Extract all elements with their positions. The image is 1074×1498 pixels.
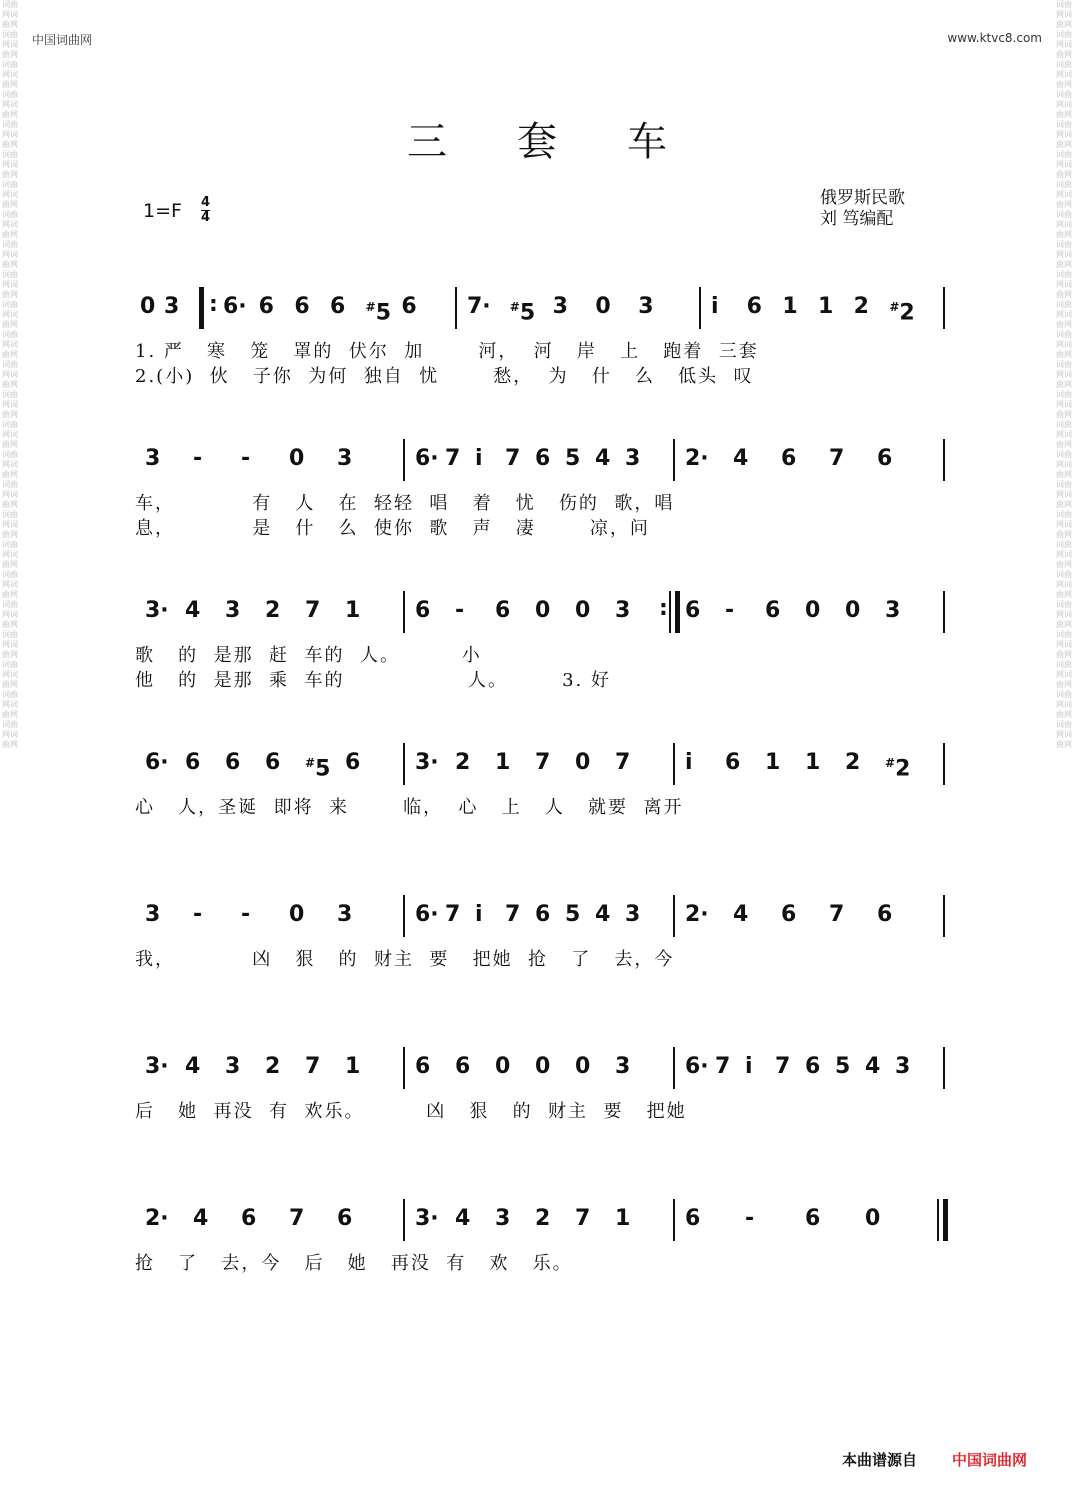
note: 3: [625, 902, 641, 927]
note: 6·: [145, 750, 169, 775]
note: 2·: [145, 1206, 169, 1231]
site-name-left: 中国词曲网: [32, 33, 93, 47]
lyric-text: 2.(小) 伙 子你 为何 独自 忧 愁， 为 什 么 低头 叹: [135, 366, 754, 387]
note: 4: [185, 598, 201, 623]
note: 7: [535, 750, 551, 775]
note: 3·: [415, 750, 439, 775]
note: 6: [781, 446, 797, 471]
lyric-text: 车， 有 人 在 轻轻 唱 着 忧 伤的 歌，唱: [135, 493, 675, 514]
note: 3: [164, 294, 180, 319]
note: 3: [225, 1054, 241, 1079]
note: 7: [775, 1054, 791, 1079]
note: 3·: [145, 598, 169, 623]
note: 6: [746, 294, 762, 319]
thick-barline: [943, 1199, 948, 1241]
lyric-text: 1. 严 寒 笼 罩的 伏尔 加 河， 河 岸 上 跑着 三套: [135, 341, 759, 362]
note: 6: [345, 750, 361, 775]
note: 6: [805, 1054, 821, 1079]
note: 7: [575, 1206, 591, 1231]
note: 6: [401, 294, 417, 319]
note: #2: [889, 300, 915, 326]
note: 2: [853, 294, 869, 319]
note: 1: [495, 750, 511, 775]
note: 1: [345, 1054, 361, 1079]
note: 3·: [415, 1206, 439, 1231]
credit-arranger: 刘 笃编配: [820, 209, 894, 229]
thick-barline: [199, 287, 204, 329]
note: 3: [495, 1206, 511, 1231]
note: 6: [241, 1206, 257, 1231]
barline: [403, 895, 405, 937]
note: 1: [782, 294, 798, 319]
note: 3: [337, 446, 353, 471]
note: 6: [781, 902, 797, 927]
note: 7: [505, 446, 521, 471]
note: 6·: [685, 1054, 709, 1079]
note: 6: [495, 598, 511, 623]
note: 1: [765, 750, 781, 775]
note: 6: [685, 1206, 701, 1231]
note: 3: [885, 598, 901, 623]
repeat-sign: :: [209, 292, 218, 317]
note: 0: [289, 446, 305, 471]
key-signature: 1=F: [143, 200, 182, 222]
note: 2: [845, 750, 861, 775]
barline: [943, 287, 945, 329]
note: 5: [835, 1054, 851, 1079]
note: 6: [535, 446, 551, 471]
note: 3: [145, 902, 161, 927]
note: 2·: [685, 446, 709, 471]
note: 0: [289, 902, 305, 927]
barline: [943, 1047, 945, 1089]
barline: [403, 1047, 405, 1089]
note: 7: [615, 750, 631, 775]
note: 6: [330, 294, 346, 319]
barline: [403, 743, 405, 785]
note: #5: [305, 756, 331, 782]
note: 7: [829, 446, 845, 471]
note: -: [745, 1206, 755, 1231]
note: 2·: [685, 902, 709, 927]
note: 6: [265, 750, 281, 775]
barline: [673, 1199, 675, 1241]
site-url[interactable]: www.ktvc8.com: [947, 31, 1042, 45]
note: 6: [225, 750, 241, 775]
credit-origin: 俄罗斯民歌: [820, 188, 905, 208]
note: 6·: [223, 294, 247, 319]
barline: [403, 591, 405, 633]
song-title: 三套车: [407, 119, 737, 165]
note: i: [685, 750, 693, 775]
barline: [943, 743, 945, 785]
note: 4: [193, 1206, 209, 1231]
time-signature: [201, 196, 210, 224]
lyric-text: 他 的 是那 乘 车的 人。 3. 好: [135, 670, 611, 691]
time-signature-top: 4: [201, 195, 211, 210]
note: #5: [509, 300, 536, 326]
barline: [403, 1199, 405, 1241]
note: -: [241, 902, 251, 927]
footer-source-label: 本曲谱源自: [842, 1451, 918, 1469]
note: 0: [575, 598, 591, 623]
note: 0: [575, 1054, 591, 1079]
note: 6·: [415, 902, 439, 927]
note: 6: [337, 1206, 353, 1231]
note: 7: [829, 902, 845, 927]
note: 7: [445, 446, 461, 471]
note: 2: [455, 750, 471, 775]
barline: [455, 287, 457, 329]
barline: [943, 895, 945, 937]
barline: [937, 1199, 939, 1241]
lyric-text: 心 人，圣诞 即将 来 临， 心 上 人 就要 离开: [135, 797, 684, 818]
note: 6: [877, 446, 893, 471]
note: 3: [615, 1054, 631, 1079]
note: 4: [595, 902, 611, 927]
note: 0: [805, 598, 821, 623]
note: -: [455, 598, 465, 623]
note: 7: [445, 902, 461, 927]
note: i: [745, 1054, 753, 1079]
note: 6: [415, 1054, 431, 1079]
note: 1: [805, 750, 821, 775]
note: 3: [337, 902, 353, 927]
note: 0: [845, 598, 861, 623]
barline: [403, 439, 405, 481]
note: 1: [615, 1206, 631, 1231]
barline: [943, 439, 945, 481]
note: i: [475, 902, 483, 927]
note: -: [241, 446, 251, 471]
note: 0: [140, 294, 156, 319]
watermark-strip-right: 词曲网词曲网词曲网词曲网词曲网词曲网词曲网词曲网词曲网词曲网词曲网词曲网词曲网词曲网词曲网词曲网词曲网词曲网词曲网词曲网词曲网词曲网词曲网词曲网词曲网词曲网词曲网词曲网词曲网词曲网词曲网词曲网词曲网词曲网词曲网词曲网词曲网词曲网词曲网词曲网词曲网词曲网词曲网词曲网词曲网词曲网词曲网词曲网词曲网词曲网: [1056, 0, 1072, 749]
repeat-sign: :: [659, 596, 668, 621]
note: 4: [185, 1054, 201, 1079]
note: -: [193, 902, 203, 927]
barline: [699, 287, 701, 329]
note: 1: [345, 598, 361, 623]
note: -: [725, 598, 735, 623]
barline: [943, 591, 945, 633]
lyric-text: 我， 凶 狠 的 财主 要 把她 抢 了 去，今: [135, 949, 675, 970]
note: 6: [455, 1054, 471, 1079]
barline: [673, 1047, 675, 1089]
note: 0: [865, 1206, 881, 1231]
note: 3: [145, 446, 161, 471]
note: 2: [535, 1206, 551, 1231]
footer-brand[interactable]: 中国词曲网: [952, 1451, 1028, 1469]
note: 0: [535, 598, 551, 623]
note: 6: [805, 1206, 821, 1231]
lyric-text: 息， 是 什 么 使你 歌 声 凄 凉，问: [135, 518, 650, 539]
note: 6: [185, 750, 201, 775]
note: 6: [877, 902, 893, 927]
note: 6: [258, 294, 274, 319]
watermark-strip-left: 词曲网词曲网词曲网词曲网词曲网词曲网词曲网词曲网词曲网词曲网词曲网词曲网词曲网词曲网词曲网词曲网词曲网词曲网词曲网词曲网词曲网词曲网词曲网词曲网词曲网词曲网词曲网词曲网词曲网词曲网词曲网词曲网词曲网词曲网词曲网词曲网词曲网词曲网词曲网词曲网词曲网词曲网词曲网词曲网词曲网词曲网词曲网词曲网词曲网词曲网: [2, 0, 18, 749]
note: 3: [895, 1054, 911, 1079]
thick-barline: [675, 591, 680, 633]
note: 4: [865, 1054, 881, 1079]
note: i: [475, 446, 483, 471]
note: 3: [552, 294, 568, 319]
note: 6: [535, 902, 551, 927]
note: 2: [265, 598, 281, 623]
note: 3: [615, 598, 631, 623]
note: 3: [225, 598, 241, 623]
note: 6: [765, 598, 781, 623]
note: 6·: [415, 446, 439, 471]
note: 6: [725, 750, 741, 775]
lyric-text: 歌 的 是那 赶 车的 人。 小: [135, 645, 482, 666]
barline: [669, 591, 671, 633]
note: 4: [733, 902, 749, 927]
barline: [673, 439, 675, 481]
note: 5: [565, 446, 581, 471]
note: 6: [685, 598, 701, 623]
note: 4: [455, 1206, 471, 1231]
note: 7: [505, 902, 521, 927]
note: 0: [535, 1054, 551, 1079]
barline: [673, 743, 675, 785]
note: 7: [289, 1206, 305, 1231]
note: 2: [265, 1054, 281, 1079]
note: #2: [885, 756, 911, 782]
note: 5: [565, 902, 581, 927]
lyric-text: 后 她 再没 有 欢乐。 凶 狠 的 财主 要 把她: [135, 1101, 687, 1122]
note: 7: [715, 1054, 731, 1079]
note: 4: [595, 446, 611, 471]
note: 0: [495, 1054, 511, 1079]
note: 3: [625, 446, 641, 471]
note: 0: [595, 294, 611, 319]
note: 3: [638, 294, 654, 319]
note: 7: [305, 1054, 321, 1079]
note: #5: [365, 300, 392, 326]
barline: [673, 895, 675, 937]
note: 3·: [145, 1054, 169, 1079]
note: 6: [294, 294, 310, 319]
note: 0: [575, 750, 591, 775]
note: 7·: [467, 294, 491, 319]
note: 1: [818, 294, 834, 319]
time-signature-bottom: 4: [201, 210, 211, 225]
note: 4: [733, 446, 749, 471]
lyric-text: 抢 了 去，今 后 她 再没 有 欢 乐。: [135, 1253, 573, 1274]
note: -: [193, 446, 203, 471]
credits: [820, 188, 905, 230]
note: 6: [415, 598, 431, 623]
note: 7: [305, 598, 321, 623]
note: i: [711, 294, 719, 319]
